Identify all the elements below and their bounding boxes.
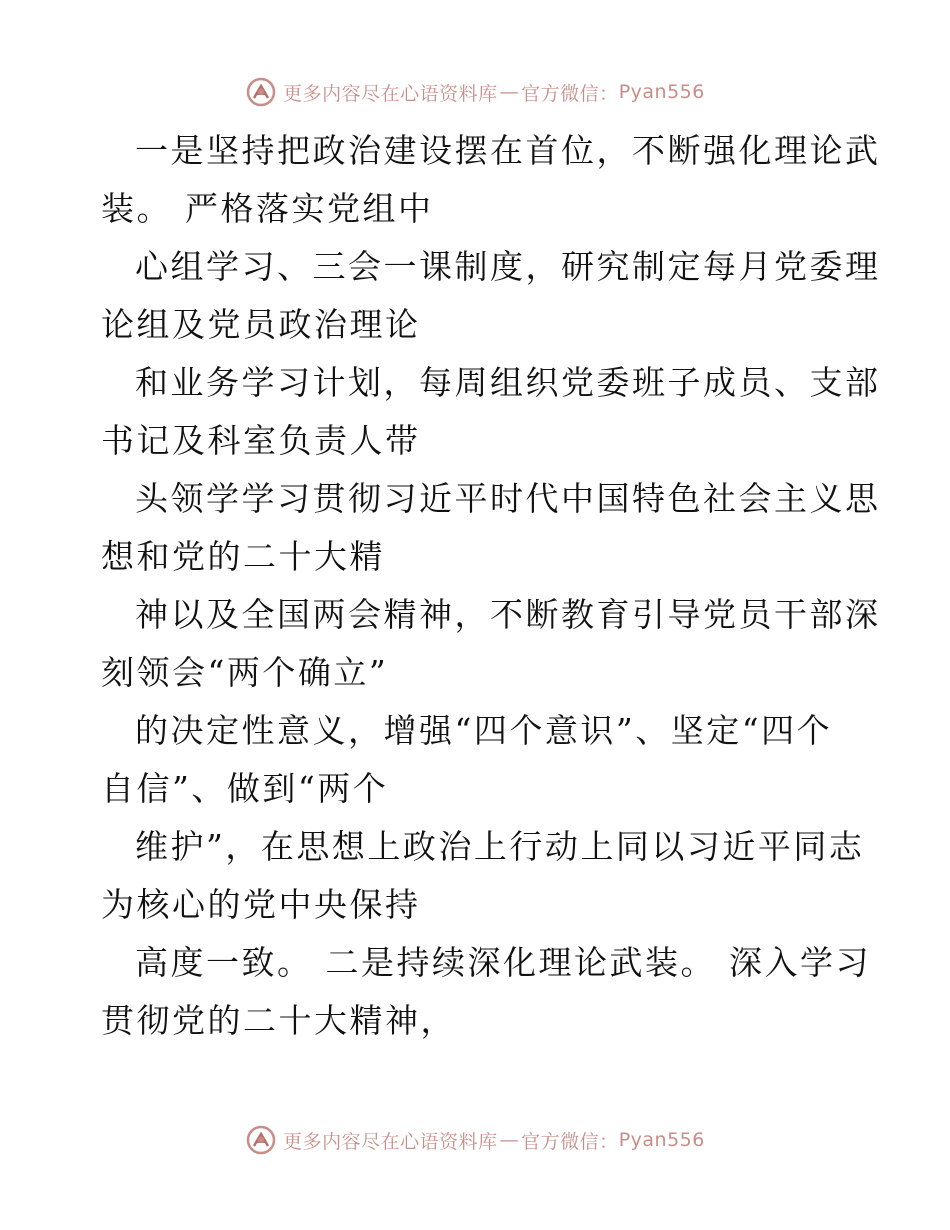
paragraph-line-2: 想和党的二十大精	[101, 537, 385, 576]
paragraph	[101, 934, 871, 1050]
watermark-dash: —	[499, 81, 520, 103]
paragraph	[101, 702, 861, 818]
watermark-wechat-id: Pyan556	[618, 81, 705, 103]
paragraph-line-2: 为核心的党中央保持	[101, 885, 421, 924]
watermark-wechat-label: 官方微信：	[521, 1130, 619, 1153]
paragraph	[101, 238, 881, 354]
paragraph	[101, 354, 881, 470]
document-body	[101, 122, 881, 1050]
paragraph-line-2: 装。 严格落实党组中	[101, 189, 434, 228]
watermark-dash: —	[499, 1129, 520, 1151]
paragraph-line-2: 书记及科室负责人带	[101, 421, 421, 460]
paragraph	[101, 122, 881, 238]
paragraph	[101, 470, 881, 586]
paragraph-line-2: 贯彻党的二十大精神，	[101, 1001, 456, 1040]
paragraph	[101, 586, 881, 702]
footer-watermark	[0, 1120, 950, 1160]
brand-logo-icon	[245, 1124, 277, 1156]
paragraph-line-1: 心组学习、三会一课制度，研究制定每月党委理	[135, 247, 881, 286]
header-watermark	[0, 72, 950, 112]
paragraph	[101, 818, 865, 934]
paragraph-line-2: 论组及党员政治理论	[101, 305, 421, 344]
paragraph-line-1: 和业务学习计划，每周组织党委班子成员、支部	[135, 363, 881, 402]
paragraph-line-2: 刻领会“两个确立”	[101, 653, 389, 692]
paragraph-line-1: 维护”，在思想上政治上行动上同以习近平同志	[135, 827, 865, 866]
paragraph-line-1: 一是坚持把政治建设摆在首位，不断强化理论武	[135, 131, 881, 170]
paragraph-line-1: 的决定性意义，增强“四个意识”、坚定“四个	[135, 711, 833, 750]
watermark-wechat-label: 官方微信：	[521, 82, 619, 105]
paragraph-line-2: 自信”、做到“两个	[101, 769, 389, 808]
paragraph-line-1: 高度一致。 二是持续深化理论武装。 深入学习	[135, 943, 871, 982]
watermark-main-text: 更多内容尽在心语资料库	[283, 1130, 498, 1153]
paragraph-line-1: 神以及全国两会精神，不断教育引导党员干部深	[135, 595, 881, 634]
watermark-main-text: 更多内容尽在心语资料库	[283, 82, 498, 105]
paragraph-line-1: 头领学学习贯彻习近平时代中国特色社会主义思	[135, 479, 881, 518]
watermark-wechat-id: Pyan556	[618, 1129, 705, 1151]
brand-logo-icon	[245, 76, 277, 108]
